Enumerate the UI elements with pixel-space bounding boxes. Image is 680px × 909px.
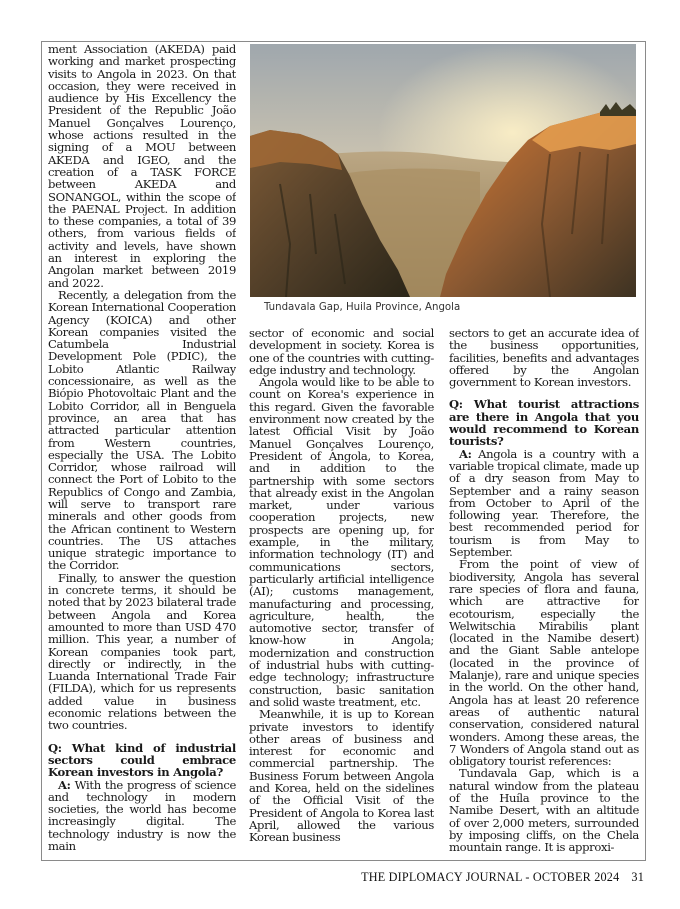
answer-label: A: <box>459 446 472 461</box>
photo-caption: Tundavala Gap, Huila Province, Angola <box>264 302 461 313</box>
text-column-1 <box>48 43 236 856</box>
journal-name: THE DIPLOMACY JOURNAL - OCTOBER 2024 <box>361 870 620 884</box>
text-column-3 <box>449 327 639 856</box>
paragraph: Recently, a delegation from the Korean International Cooperation Agency (KOICA) and other Korean companies visited the Catumbela Industrial Development Pole (PDIC), the Lobito Atlantic Railway concessionaire, as well as the Biópio Photovoltaic Plant and the Lobito Corridor, all in Benguela province, an area that has attracted particular attention from Western countries, especially the USA. The Lobito Corridor, whose railroad will connect the Port of Lobito to the Republics of Congo and Zambia, will serve to transport rare minerals and other goods from the African continent to Western countries. The US attaches unique strategic importance to the Corridor. <box>48 287 236 573</box>
paragraph: ment Association (AKEDA) paid working and market prospecting visits to Angola in 2023. On that occasion, they were received in audience by His Excellency the President of the Republic João Manuel Gonçalves Lourenço, whose actions resulted in the signing of a MOU between AKEDA and IGEO, and the creation of a TASK FORCE between AKEDA and SONANGOL, within the scope of the PAENAL Project. In addition to these companies, a total of 39 others, from various fields of activity and levels, have shown an interest in exploring the Angolan market between 2019 and 2022. <box>48 43 236 290</box>
paragraph: Angola would like to be able to count on Korea's experience in this regard. Given the favorable environment now created by the latest Official Visit by João Manuel Gonçalves Lourenço, President of Angola, to Korea, and in addition to the partnership with some sectors that already exist in the Angolan market, under various cooperation projects, new prospects are opening up, for example, in the military, information technology (IT) and communications sectors, particularly artificial intelligence (AI); customs management, manufacturing and processing, agriculture, health, the automotive sector, transfer of know-how in Angola; modernization and construction of industrial hubs with cutting-edge technology; infrastructure construction, basic sanitation and solid waste treatment, etc. <box>249 375 434 709</box>
page-number: 31 <box>631 870 644 884</box>
paragraph: Tundavala Gap, which is a natural window from the plateau of the Huíla province to the Namibe Desert, with an altitude of over 2,000 meters, surrounded by imposing cliffs, on the Chela mountain range. It is approxi- <box>449 766 639 855</box>
page-footer <box>361 870 644 885</box>
interview-question: Q: What kind of industrial sectors could embrace Korean investors in Angola? <box>48 740 236 780</box>
interview-answer <box>48 779 236 853</box>
paragraph: sector of economic and social development in society. Korea is one of the countries with cutting-edge industry and technology. <box>249 327 434 377</box>
paragraph: From the point of view of biodiversity, Angola has several rare species of flora and fauna, which are attractive for ecotourism, especially the Welwitschia Mirabilis plant (located in the Namibe desert) and the Giant Sable antelope (located in the province of Malanje), rare and unique species in the world. On the other hand, Angola has at least 20 reference areas of authentic natural conservation, considered natural wonders. Among these areas, the 7 Wonders of Angola stand out as obligatory tourist references: <box>449 557 639 769</box>
tundavala-gap-photo <box>250 44 636 297</box>
interview-question: Q: What tourist attractions are there in Angola that you would recommend to Korean tourists? <box>449 397 639 449</box>
paragraph: Meanwhile, it is up to Korean private investors to identify other areas of business and interest for economic and commercial partnership. The Business Forum between Angola and Korea, held on the sidelines of the Official Visit of the President of Angola to Korea last April, allowed the various Korean business <box>249 707 434 845</box>
answer-label: A: <box>58 777 71 792</box>
interview-answer <box>449 448 639 559</box>
paragraph: Finally, to answer the question in concrete terms, it should be noted that by 2023 bilateral trade between Angola and Korea amounted to more than USD 470 million. This year, a number of Korean companies took part, directly or indirectly, in the Luanda International Trade Fair (FILDA), which for us represents added value in business economic relations between the two countries. <box>48 570 236 733</box>
answer-text: Angola is a country with a variable tropical climate, made up of a dry season from May to September and a rainy season from October to April of the following year. Therefore, the best recommended period for tourism is from May to September. <box>449 446 639 560</box>
answer-text: With the progress of science and technology in modern societies, the world has become increasingly digital. The technology industry is now the main <box>48 777 236 853</box>
text-column-2 <box>249 327 434 856</box>
paragraph: sectors to get an accurate idea of the business opportunities, facilities, benefits and advantages offered by the Angolan government to Korean investors. <box>449 327 639 390</box>
